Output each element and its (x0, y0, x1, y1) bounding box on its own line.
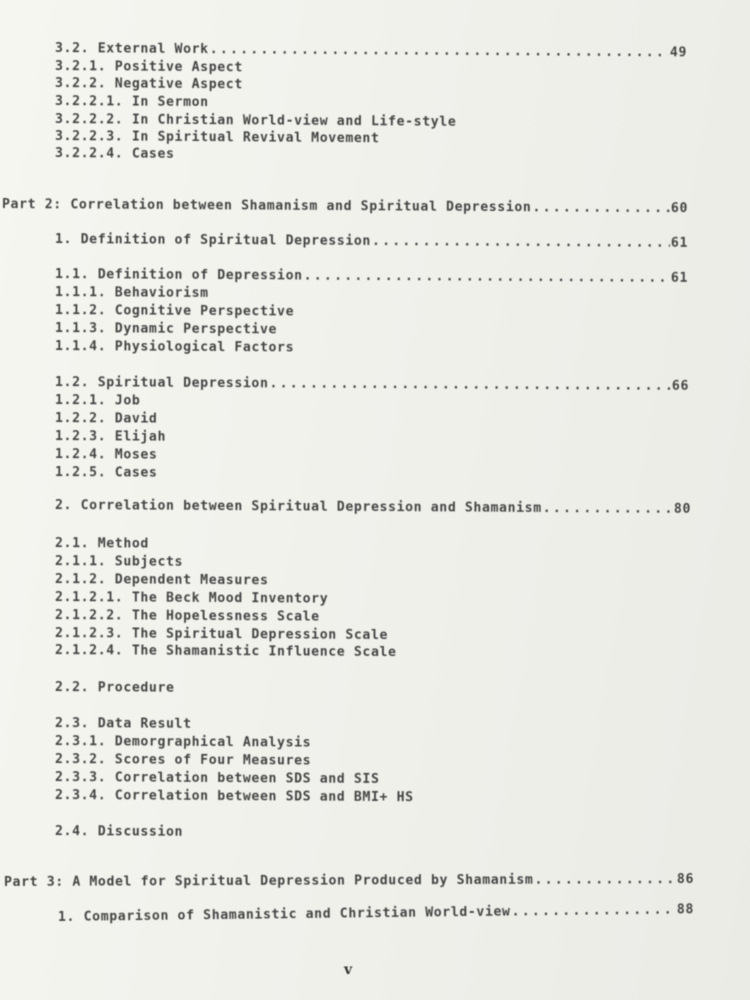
toc-entry: 2.1.2.2. The Hopelessness Scale (54, 608, 320, 625)
toc-entry-text: 1. Comparison of Shamanistic and Christian World-view (57, 904, 511, 925)
toc-entry-page: 86 (676, 871, 695, 888)
page-number: v (344, 962, 353, 978)
leader-dots (543, 500, 673, 518)
toc-entry (55, 374, 689, 395)
leader-dots (372, 233, 670, 252)
leader-dots (304, 268, 670, 287)
toc-entry: 2.1. Method (54, 536, 149, 552)
toc-entry: 3.2.1. Positive Aspect (54, 59, 243, 76)
toc-part-heading (4, 871, 694, 891)
toc-entry: 2.3. Data Result (54, 716, 192, 732)
toc-entry: 1.1.4. Physiological Factors (54, 339, 295, 356)
toc-entry: 2.3.1. Demorgraphical Analysis (54, 734, 312, 751)
toc-entry: 2.1.2.3. The Spiritual Depression Scale (54, 626, 389, 644)
toc-entry-page: 61 (670, 235, 689, 251)
toc-entry: 1.1.3. Dynamic Perspective (54, 321, 278, 338)
toc-entry: 3.2.2.3. In Spiritual Revival Movement (54, 129, 380, 147)
toc-entry: 3.2.2.2. In Christian World-view and Life-style (54, 112, 457, 130)
leader-dots (210, 41, 669, 61)
toc-entry: 1.2.1. Job (54, 393, 141, 409)
toc-entry: 2.1.2. Dependent Measures (54, 572, 269, 589)
toc-entry: 3.2.2.1. In Sermon (54, 94, 209, 111)
toc-entry: 2.1.1. Subjects (54, 554, 184, 570)
leader-dots (269, 375, 671, 394)
toc-entry-text: Part 3: A Model for Spiritual Depression Produced by Shamanism (3, 872, 534, 890)
toc-entry: 1.2.2. David (54, 411, 158, 427)
toc-entry: 2.3.2. Scores of Four Measures (54, 752, 312, 769)
toc-entry (58, 901, 694, 926)
toc-entry-page: 60 (670, 201, 689, 217)
leader-dots (532, 199, 670, 217)
toc-entry (55, 497, 691, 518)
toc-entry-text: 1. Definition of Spiritual Depression (54, 232, 372, 249)
toc-entry-text: 1.2. Spiritual Depression (54, 375, 269, 392)
toc-entry: 2.2. Procedure (54, 680, 175, 696)
toc-entry: 1.2.4. Moses (54, 447, 158, 463)
toc-part-heading (2, 196, 688, 217)
toc-entry-text: Part 2: Correlation between Shamanism and Spiritual Depression (1, 197, 532, 216)
toc-entry: 1.2.5. Cases (54, 465, 158, 481)
toc-entry-page: 88 (676, 902, 695, 918)
toc-entry: 2.1.2.4. The Shamanistic Influence Scale (54, 643, 397, 661)
toc-entry: 3.2.2. Negative Aspect (54, 76, 243, 93)
toc-entry-text: 3.2. External Work (54, 41, 209, 58)
toc-entry: 1.1.2. Cognitive Perspective (54, 303, 295, 320)
toc-entry-page: 49 (669, 45, 688, 61)
toc-entry: 3.2.2.4. Cases (54, 146, 175, 162)
toc-entry: 1.1.1. Behaviorism (54, 285, 209, 301)
toc-entry-page: 80 (673, 501, 692, 517)
toc-entry: 2.4. Discussion (54, 824, 184, 840)
toc-entry: 2.3.4. Correlation between SDS and BMI+ HS (54, 788, 414, 806)
toc-entry: 2.1.2.1. The Beck Mood Inventory (54, 590, 329, 607)
toc-entry-page: 61 (670, 270, 689, 286)
leader-dots (511, 901, 675, 920)
toc-entry-page: 66 (671, 378, 690, 394)
toc-entry: 2.3.3. Correlation between SDS and SIS (54, 770, 380, 787)
toc-entry-text: 1.1. Definition of Depression (54, 267, 303, 284)
toc-entry (55, 231, 688, 252)
leader-dots (534, 871, 676, 889)
toc-entry: 1.2.3. Elijah (54, 429, 167, 445)
toc-entry-text: 2. Correlation between Spiritual Depression and Shamanism (54, 498, 542, 516)
